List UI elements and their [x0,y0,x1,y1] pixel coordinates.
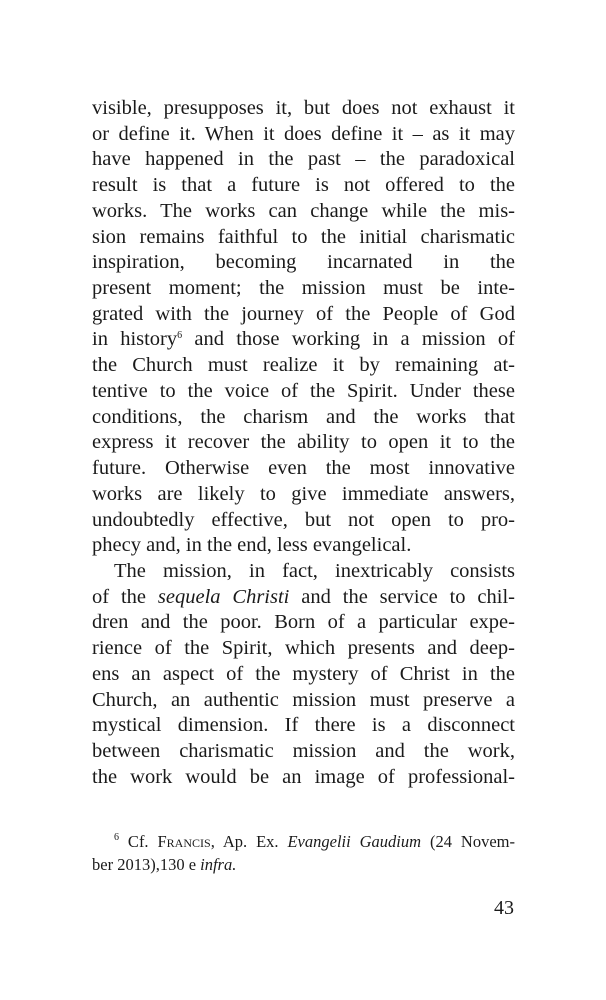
text-line [92,250,515,276]
text-segment: or define it. When it does define it – as it may [92,122,515,145]
text-line [92,739,515,765]
footnote-marker: 6 [114,832,119,843]
text-segment: between charismatic mission and the work, [92,739,515,762]
text-segment: the work would be an image of professional- [92,765,515,788]
footnote [92,830,515,876]
text-line [92,765,515,791]
text-segment: present moment; the mission must be inte- [92,277,515,300]
text-segment: grated with the journey of the People of God [92,302,515,325]
footnote-line [92,853,515,876]
text-segment: and those working in a mission of [182,328,515,351]
text-line [92,636,515,662]
text-segment: ens an aspect of the mystery of Christ in the [92,662,515,685]
text-segment: works are likely to give immediate answers, [92,482,515,505]
text-segment: express it recover the ability to open it to the [92,431,515,454]
text-line [92,662,515,688]
text-line [92,327,515,353]
text-line [92,353,515,379]
text-segment: conditions, the charism and the works that [92,405,515,428]
footnote-author: Francis [157,832,211,851]
page-number: 43 [494,897,514,919]
text-segment: rience of the Spirit, which presents and deep- [92,637,515,660]
text-segment: The mission, in fact, inextricably consists [114,559,515,582]
footnote-reference: 6 [177,330,183,342]
text-line [92,482,515,508]
text-line [92,276,515,302]
text-line [92,405,515,431]
text-segment: mystical dimension. If there is a disconnect [92,714,515,737]
footnote-italic: infra. [200,855,237,874]
text-segment: phecy and, in the end, less evangelical. [92,534,412,557]
footnote-text: ber 2013),130 e [92,855,201,874]
text-line [92,713,515,739]
text-line [92,508,515,534]
text-segment: visible, presupposes it, but does not exhaust it [92,97,515,119]
text-segment: works. The works can change while the mis- [92,199,515,222]
text-line [92,456,515,482]
text-segment: future. Otherwise even the most innovative [92,457,515,480]
text-segment: sion remains faithful to the initial charismatic [92,225,515,248]
text-segment: the Church must realize it by remaining at- [92,354,515,377]
body-text [92,96,515,790]
footnote-text: , Ap. Ex. [210,832,288,851]
footnote-text: (24 Novem- [421,832,515,851]
text-line [92,199,515,225]
text-line [92,147,515,173]
text-line [92,379,515,405]
footnote-title: Evangelii Gaudium [287,832,422,851]
footnote-line [92,830,515,853]
text-line [92,585,515,611]
text-line [92,225,515,251]
italic-text: sequela Christi [157,585,290,608]
text-line [92,122,515,148]
text-segment: Church, an authentic mission must preserve a [92,688,515,711]
text-segment: tentive to the voice of the Spirit. Under these [92,379,515,402]
text-segment: dren and the poor. Born of a particular expe- [92,611,515,634]
text-line [92,533,515,559]
text-line [92,96,515,122]
text-line [92,559,515,585]
footnote-text: Cf. [119,832,158,851]
text-line [92,430,515,456]
text-segment: result is that a future is not offered to the [92,174,515,197]
text-segment: inspiration, becoming incarnated in the [92,251,515,274]
text-line [92,302,515,328]
text-segment: undoubtedly effective, but not open to pro- [92,508,515,531]
text-line [92,688,515,714]
text-line [92,173,515,199]
text-segment: in history [92,328,178,351]
text-segment: and the service to chil- [289,585,516,608]
text-segment: have happened in the past – the paradoxical [92,148,515,171]
text-segment: of the [92,585,158,608]
text-line [92,610,515,636]
